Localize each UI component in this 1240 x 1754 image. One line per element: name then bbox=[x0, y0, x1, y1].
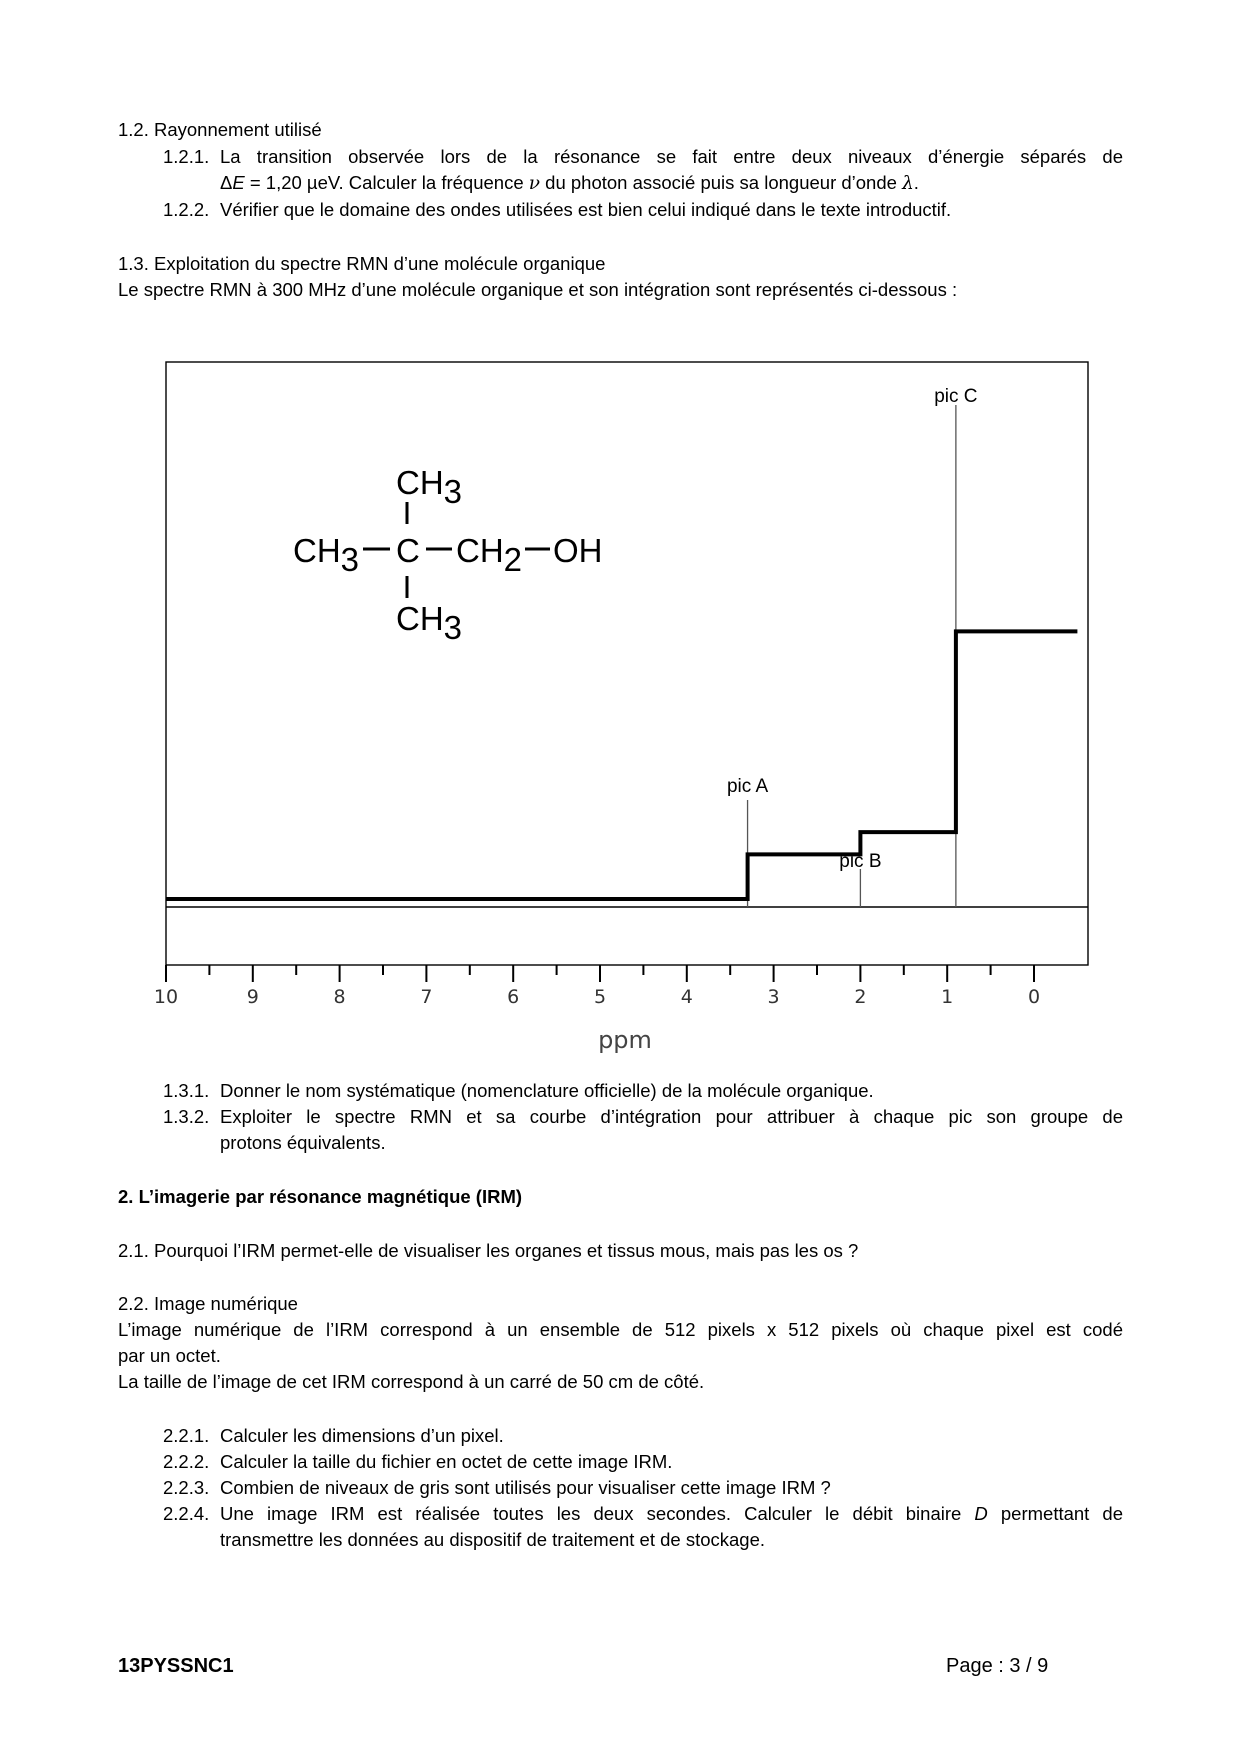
methyl-left: CH3 bbox=[293, 532, 360, 578]
methylene: CH2 bbox=[456, 532, 523, 578]
section-1-3-intro: Le spectre RMN à 300 MHz d’une molécule organique et son intégration sont représentés ci-dessous : bbox=[118, 279, 958, 300]
peak-label-1: pic A bbox=[726, 776, 769, 797]
methyl-top: CH3 bbox=[396, 464, 463, 510]
peak-label-2: pic B bbox=[839, 851, 882, 872]
question-2-2-3: Combien de niveaux de gris sont utilisés pour visualiser cette image IRM ? bbox=[220, 1477, 831, 1498]
question-1-3-2-line1: Exploiter le spectre RMN et sa courbe d’intégration pour attribuer à chaque pic son groupe de bbox=[220, 1106, 1123, 1127]
text-segment: permettant de bbox=[987, 1503, 1123, 1524]
delta-symbol: Δ bbox=[220, 172, 233, 193]
footer-page-number: Page : 3 / 9 bbox=[946, 1655, 1049, 1677]
question-number: 1.2.1. bbox=[163, 146, 210, 167]
section-2-2-line3: La taille de l’image de cet IRM correspond à un carré de 50 cm de côté. bbox=[118, 1371, 705, 1392]
text-segment: = 1,20 µeV. Calculer la fréquence bbox=[244, 172, 529, 193]
x-tick-label-4: 4 bbox=[680, 986, 693, 1008]
x-tick-label-7: 7 bbox=[420, 986, 433, 1008]
plot-frame bbox=[166, 362, 1088, 965]
debit-symbol: D bbox=[974, 1503, 988, 1524]
methyl-bottom: CH3 bbox=[396, 600, 463, 646]
x-tick-label-2: 2 bbox=[854, 986, 867, 1008]
question-number: 1.3.2. bbox=[163, 1106, 210, 1127]
question-1-2-1-line1: La transition observée lors de la résonance se fait entre deux niveaux d’énergie séparés de bbox=[220, 146, 1123, 167]
text-segment: . bbox=[913, 172, 919, 193]
text-segment: du photon associé puis sa longueur d’onde bbox=[540, 172, 903, 193]
question-number: 2.2.1. bbox=[163, 1425, 210, 1446]
peak-label-3: pic C bbox=[934, 386, 978, 407]
section-1-2-title: 1.2. Rayonnement utilisé bbox=[118, 119, 322, 140]
nu-symbol: ν bbox=[528, 173, 541, 194]
molecule-structure bbox=[293, 464, 603, 646]
section-1-3-title: 1.3. Exploitation du spectre RMN d’une molécule organique bbox=[118, 253, 606, 274]
hydroxyl: OH bbox=[553, 532, 603, 569]
question-2-2-2: Calculer la taille du fichier en octet de cette image IRM. bbox=[220, 1451, 673, 1472]
x-axis-ticks bbox=[166, 965, 1034, 982]
peak-labels bbox=[727, 386, 978, 872]
section-2-2-title: 2.2. Image numérique bbox=[118, 1293, 298, 1314]
integration-curve bbox=[166, 631, 1077, 899]
x-tick-label-5: 5 bbox=[593, 986, 607, 1008]
text-segment: Une image IRM est réalisée toutes les deux secondes. Calculer le débit binaire bbox=[220, 1503, 975, 1524]
x-tick-label-6: 6 bbox=[507, 986, 520, 1008]
question-number: 2.2.2. bbox=[163, 1451, 210, 1472]
quaternary-carbon: C bbox=[396, 532, 420, 569]
x-axis-tick-labels bbox=[154, 986, 1040, 1008]
question-1-3-2-line2: protons équivalents. bbox=[220, 1132, 386, 1153]
question-number: 1.2.2. bbox=[163, 199, 210, 220]
question-1-3-1: Donner le nom systématique (nomenclature officielle) de la molécule organique. bbox=[220, 1080, 874, 1101]
section-2-title: 2. L’imagerie par résonance magnétique (IRM) bbox=[118, 1186, 523, 1207]
x-tick-label-3: 3 bbox=[767, 986, 780, 1008]
x-axis-label: ppm bbox=[598, 1026, 652, 1054]
question-2-2-4-line1 bbox=[220, 1503, 1123, 1525]
question-number: 2.2.4. bbox=[163, 1503, 210, 1524]
section-2-2-line2: par un octet. bbox=[118, 1345, 221, 1366]
question-1-2-2: Vérifier que le domaine des ondes utilisées est bien celui indiqué dans le texte introductif. bbox=[220, 199, 952, 220]
x-tick-label-10: 10 bbox=[153, 986, 179, 1008]
section-2-2-line1: L’image numérique de l’IRM correspond à un ensemble de 512 pixels x 512 pixels où chaque pixel est codé bbox=[118, 1319, 1123, 1340]
question-2-1: 2.1. Pourquoi l’IRM permet-elle de visualiser les organes et tissus mous, mais pas les os ? bbox=[118, 1240, 859, 1261]
x-tick-label-1: 1 bbox=[941, 986, 954, 1008]
question-number: 1.3.1. bbox=[163, 1080, 210, 1101]
question-2-2-4-line2: transmettre les données au dispositif de traitement et de stockage. bbox=[220, 1529, 766, 1550]
question-2-2-1: Calculer les dimensions d’un pixel. bbox=[220, 1425, 504, 1446]
footer-code: 13PYSSNC1 bbox=[118, 1655, 234, 1677]
x-tick-label-0: 0 bbox=[1027, 986, 1041, 1008]
lambda-symbol: λ bbox=[902, 173, 914, 194]
energy-symbol: E bbox=[232, 172, 245, 193]
question-number: 2.2.3. bbox=[163, 1477, 210, 1498]
x-tick-label-8: 8 bbox=[333, 986, 346, 1008]
x-tick-label-9: 9 bbox=[246, 986, 259, 1008]
